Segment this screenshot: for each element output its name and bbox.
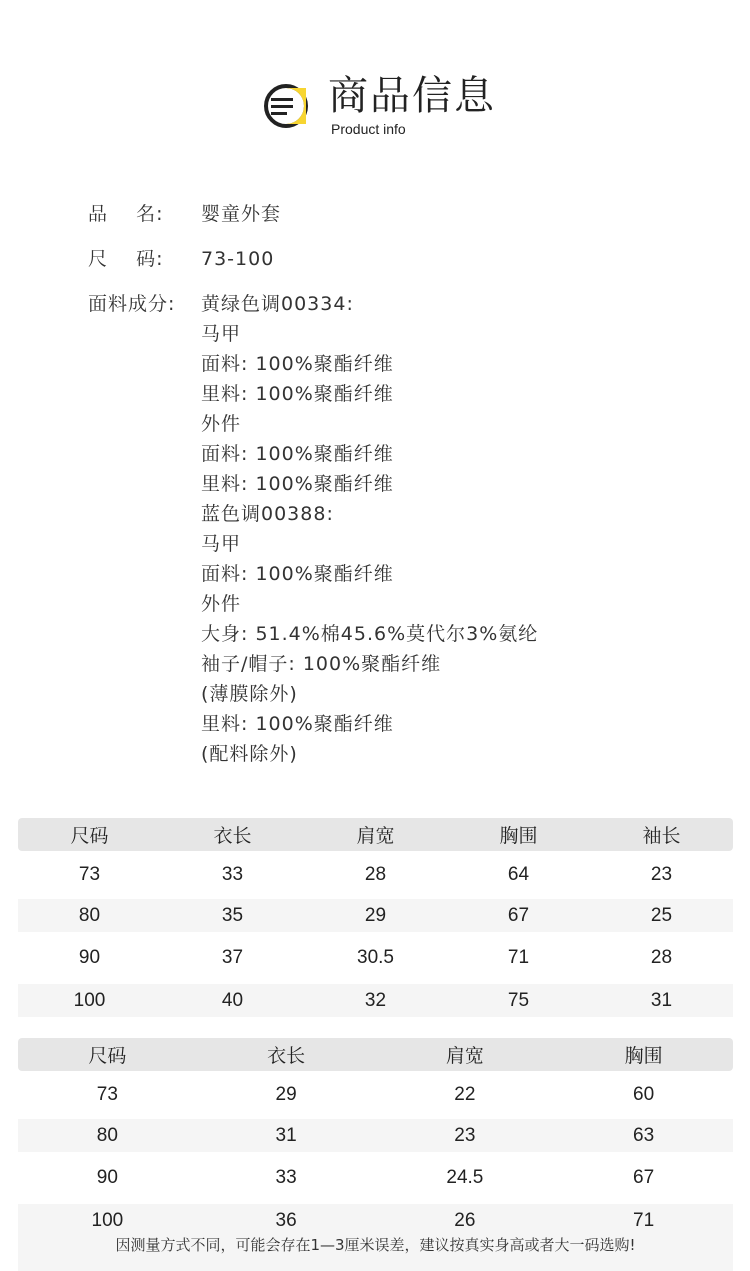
table-cell: 25 [650,904,673,926]
size-table-jacket [18,1038,733,1237]
table-cell: 80 [96,1124,118,1146]
table-header-cell: 尺码 [88,1046,127,1067]
section-header [0,70,750,140]
table-cell: 36 [275,1209,297,1231]
table-cell: 23 [454,1124,476,1146]
measurement-note [18,1237,733,1271]
table-cell: 60 [633,1084,655,1105]
name-value: 婴童外套 [201,203,282,225]
material-line: 大身: 51.4%棉45.6%莫代尔3%氨纶 [201,623,539,645]
table-cell: 31 [650,989,673,1011]
table-header-cell: 尺码 [70,826,109,847]
table-cell: 100 [73,989,106,1011]
info-row-size [88,244,538,274]
material-line: 面料: 100%聚酯纤维 [201,443,394,465]
material-line: 马甲 [201,533,242,555]
table-cell: 63 [633,1124,655,1146]
table-cell: 71 [633,1209,655,1231]
table-cell: 73 [78,864,101,885]
table-cell: 26 [454,1209,476,1231]
material-line: 外件 [201,593,242,615]
table-cell: 71 [507,947,530,968]
table-cell: 32 [364,989,387,1011]
table-cell: 29 [275,1084,297,1105]
table-cell: 30.5 [357,947,394,968]
table-row [18,851,733,899]
page-title: 商品信息 [328,73,496,119]
size-table-vest [18,818,733,1017]
table-cell: 90 [78,947,101,968]
name-label: 品 名: [88,203,164,225]
material-line: 黄绿色调00334: [201,293,354,315]
document-lines-icon [262,84,314,130]
material-line: 外件 [201,413,242,435]
table-row [18,1071,733,1119]
table-cell: 33 [275,1167,297,1188]
material-line: 里料: 100%聚酯纤维 [201,713,394,735]
table-cell: 29 [364,904,387,926]
table-header-cell: 衣长 [213,826,252,847]
material-line: 蓝色调00388: [201,503,334,525]
product-info [88,199,538,769]
info-row-name [88,199,538,229]
page-subtitle: Product info [331,121,406,137]
material-line: (配料除外) [201,743,298,765]
table-row [18,899,733,932]
table-cell: 22 [454,1084,476,1105]
table-cell: 67 [633,1167,655,1188]
table-cell: 80 [78,904,101,926]
material-line: (薄膜除外) [201,683,298,705]
table-cell: 31 [275,1124,297,1146]
table-row [18,932,733,984]
material-label: 面料成分: [88,293,176,315]
table-cell: 24.5 [446,1167,484,1188]
table-row [18,1152,733,1204]
table-cell: 33 [221,864,244,885]
table-row [18,984,733,1017]
table-header-cell: 肩宽 [445,1046,484,1067]
table-header-cell: 袖长 [642,826,681,847]
table-header-cell: 胸围 [624,1046,663,1067]
table-cell: 28 [364,864,387,885]
table-cell: 35 [221,904,244,926]
table-cell: 40 [221,989,244,1011]
table-cell: 90 [96,1167,118,1188]
table-header-cell: 肩宽 [356,826,395,847]
table-header-row [18,1038,733,1071]
material-line: 里料: 100%聚酯纤维 [201,383,394,405]
table-header-cell: 衣长 [267,1046,306,1067]
size-value: 73-100 [201,248,275,270]
material-line: 袖子/帽子: 100%聚酯纤维 [201,653,442,675]
table-header-row [18,818,733,851]
table-header-cell: 胸围 [499,826,538,847]
table-cell: 100 [91,1209,124,1231]
measurement-note-text: 因测量方式不同，可能会存在1—3厘米误差，建议按真实身高或者大一码选购! [115,1236,636,1254]
table-cell: 67 [507,904,530,926]
material-list [201,289,538,769]
table-row [18,1204,733,1237]
table-cell: 75 [507,989,530,1011]
material-line: 面料: 100%聚酯纤维 [201,563,394,585]
table-row [18,1119,733,1152]
material-line: 里料: 100%聚酯纤维 [201,473,394,495]
size-label: 尺 码: [88,248,164,270]
table-cell: 64 [507,864,530,885]
table-cell: 28 [650,947,673,968]
table-cell: 37 [221,947,244,968]
info-row-material [88,289,538,769]
material-line: 面料: 100%聚酯纤维 [201,353,394,375]
table-cell: 73 [96,1084,118,1105]
material-line: 马甲 [201,323,242,345]
table-cell: 23 [650,864,673,885]
